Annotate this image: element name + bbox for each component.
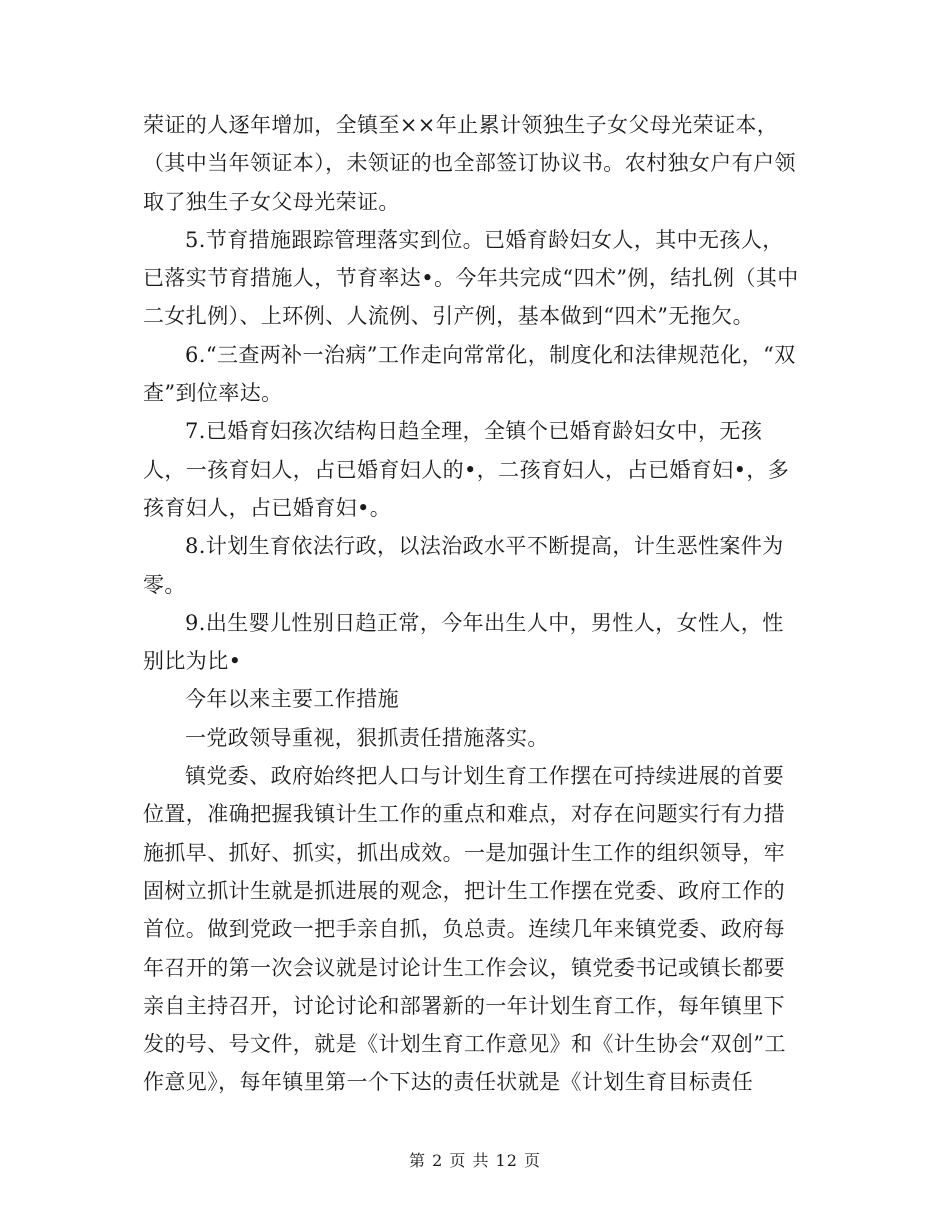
subsection-heading: 一党政领导重视，狠抓责任措施落实。 (185, 725, 549, 750)
paragraph-item-5: 5.节育措施跟踪管理落实到位。已婚育龄妇女人，其中无孩人，已落实节育措施人，节育率达•。今年共完成“四术”例，结扎例（其中二女扎例）、上环例、人流例、引产例，基本做到“四术”无拖欠。 (143, 227, 799, 329)
paragraph-item-6: 6.“三查两补一治病”工作走向常常化，制度化和法律规范化，“双查”到位率达。 (143, 342, 796, 406)
document-body (143, 106, 803, 1102)
paragraph-body: 镇党委、政府始终把人口与计划生育工作摆在可持续进展的首要位置，准确把握我镇计生工作的重点和难点，对存在问题实行有力措施抓早、抓好、抓实，抓出成效。一是加强计生工作的组织领导，牢固树立抓计生就是抓进展的观念，把计生工作摆在党委、政府工作的首位。做到党政一把手亲自抓，负总责。连续几年来镇党委、政府每年召开的第一次会议就是讨论计生工作会议，镇党委书记或镇长都要亲自主持召开，讨论讨论和部署新的一年计划生育工作，每年镇里下发的号、号文件，就是《计划生育工作意见》和《计生协会“双创”工作意见》，每年镇里第一个下达的责任状就是《计划生育目标责任 (143, 764, 786, 1095)
paragraph-item-7: 7.已婚育妇孩次结构日趋全理，全镇个已婚育龄妇女中，无孩人，一孩育妇人，占已婚育妇人的•，二孩育妇人，占已婚育妇•，多孩育妇人，占已婚育妇•。 (143, 419, 790, 520)
page-number-footer: 第 2 页 共 12 页 (409, 1151, 541, 1170)
paragraph-item-9: 9.出生婴儿性别日趋正常，今年出生人中，男性人，女性人，性别比为比• (143, 610, 784, 674)
paragraph-continuation: 荣证的人逐年增加，全镇至××年止累计领独生子女父母光荣证本，（其中当年领证本），未领证的也全部签订协议书。农村独女户有户领取了独生子女父母光荣证。 (143, 113, 796, 214)
paragraph-item-8: 8.计划生育依法行政，以法治政水平不断提高，计生恶性案件为零。 (143, 534, 784, 597)
section-heading: 今年以来主要工作措施 (185, 687, 399, 712)
